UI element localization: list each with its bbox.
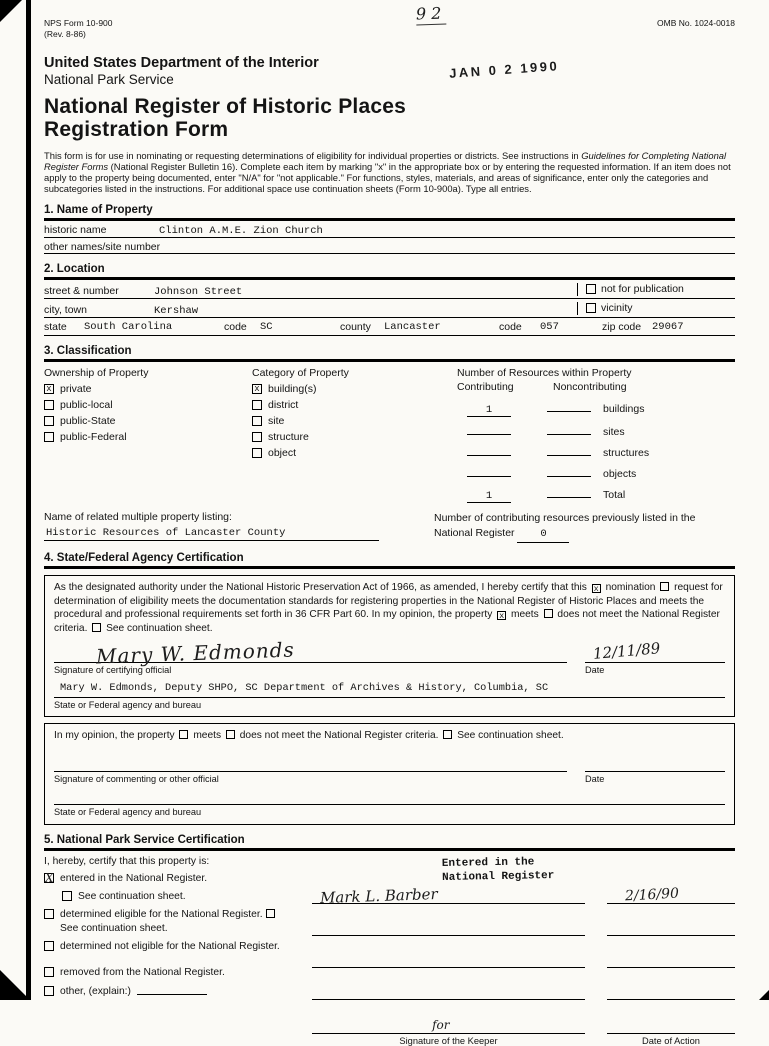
keeper-row-3 [312,950,735,968]
keeper-labels-row [312,1036,735,1046]
keeper-final-signature-line [312,1016,585,1034]
city-value: Kershaw [154,304,199,317]
county-code-label: code [499,320,522,333]
form-title-line1: National Register of Historic Places [44,95,406,119]
vicinity-group [577,302,735,315]
multiple-listing-left [44,511,434,543]
buildings-contributing: 1 [467,404,511,417]
nps-item-entered [44,872,294,885]
public-federal-label: public-Federal [60,430,127,443]
entered-checkbox: X [45,870,54,885]
total-contributing: 1 [467,490,511,503]
determined-not-eligible-checkbox [44,941,54,951]
object-checkbox [252,448,262,458]
commenting-labels-row [54,773,725,785]
resources-row-sites [457,422,735,438]
top-meta [44,3,735,39]
nomination-label: nomination [605,582,656,594]
certifying-official-box [44,575,735,717]
other-explain-line [137,985,207,995]
state-row [44,318,735,336]
nps-certification-body [44,856,735,1046]
commenting-text [54,729,725,742]
category-item-buildings [252,383,457,395]
determined-eligible-text [60,908,294,935]
ownership-item-private [44,383,252,395]
county-value: Lancaster [384,320,441,333]
removed-label: removed from the National Register. [60,967,225,979]
keeper-signature-line-4 [312,982,585,1000]
site-label: site [268,414,285,427]
street-row [44,280,735,299]
structures-contributing [467,443,511,456]
resources-title: Number of Resources within Property [457,366,632,379]
entered-stamp [442,855,555,886]
nps-item-other [44,985,294,998]
handwritten-page-number: 92 [415,3,447,24]
continuation-checkbox [92,623,101,632]
city-row [44,299,735,318]
certifying-date-handwritten: 12/11/89 [592,639,661,664]
determined-eligible-continuation-checkbox [266,909,275,918]
keeper-final-date-line [607,1016,735,1034]
determined-eligible-label: determined eligible for the National Register. [60,909,263,921]
zip-value: 29067 [652,320,684,333]
commenting-signature-label: Signature of commenting or other official [54,774,219,785]
comment-does-not-meet-label: does not meet the National Register criteria. [239,729,439,741]
department-title: United States Department of the Interior [44,55,319,72]
commenting-date-label: Date [585,774,605,785]
form-number-block [44,18,113,39]
category-item-structure [252,431,457,443]
historic-name-label: historic name [44,223,107,236]
historic-name-row [44,221,735,238]
site-checkbox [252,416,262,426]
structures-row-label: structures [603,446,650,459]
total-noncontributing [547,485,591,498]
keeper-signature-handwritten: Mark L. Barber [319,884,438,907]
commenting-agency-label: State or Federal agency and bureau [54,807,202,818]
keeper-date-line-3 [607,950,735,968]
form-title [44,96,735,141]
zip-label: zip code [602,320,642,333]
public-federal-checkbox [44,432,54,442]
received-date-stamp: JAN 0 2 1990 [448,58,560,81]
resources-row-total [457,485,735,503]
ownership-item-public-local [44,399,252,411]
classification-columns [44,367,735,503]
nps-item-removed [44,966,294,979]
sites-contributing [467,422,511,435]
comment-does-not-meet-checkbox [226,730,235,739]
contributing-header: Contributing [457,380,514,393]
entered-stamp-line1: Entered in the [441,855,535,870]
objects-contributing [467,464,511,477]
instructions-text: This form is for use in nominating or requesting determinations of eligibility for individual properties or districts. See instructions in [44,149,582,161]
resources-row-objects [457,464,735,480]
commenting-agency-line [54,793,725,805]
district-checkbox [252,400,262,410]
previously-listed-label: Number of contributing resources previously listed in the National Register [434,511,696,539]
does-not-meet-label: does not meet the National Register criteria. [54,609,720,634]
entered-stamp-line2: National Register [442,869,555,884]
vicinity-checkbox [586,303,596,313]
certifying-signature-label: Signature of certifying official [54,664,172,675]
buildings-checkbox: x [252,384,262,394]
form-title-line2: Registration Form [44,117,229,141]
meets-checkbox: x [499,611,505,622]
form-number: NPS Form 10-900 [44,18,113,28]
not-for-publication-label: not for publication [601,282,684,295]
objects-row-label: objects [603,467,637,480]
determined-eligible-continuation-label: See continuation sheet. [60,922,168,934]
buildings-label: building(s) [268,382,317,395]
certification-text [54,581,725,635]
nomination-checkbox: x [593,584,599,595]
entered-label: entered in the National Register. [60,872,208,884]
keeper-signature-area [294,856,735,1046]
district-label: district [268,398,299,411]
section1-heading: 1. Name of Property [44,202,735,221]
noncontributing-header: Noncontributing [553,380,627,393]
determined-not-eligible-label: determined not eligible for the National Register. [60,941,280,953]
resources-column [457,367,735,503]
instructions-italic-title: Guidelines for Completing National Register Forms [44,149,727,172]
keeper-date-handwritten: 2/16/90 [624,885,680,904]
certifying-signature-row [54,637,725,669]
section2-heading: 2. Location [44,261,735,280]
certifying-signature-line [54,637,567,669]
ownership-item-public-state [44,415,252,427]
structure-label: structure [268,430,309,443]
city-label: city, town [44,303,87,316]
keeper-note-handwritten: for [432,1017,450,1032]
keeper-date-line-4 [607,982,735,1000]
sites-noncontributing [547,422,591,435]
keeper-signature-line-1 [312,884,585,907]
resources-row-structures [457,443,735,459]
commenting-date-line [585,756,725,772]
cert-text-1: As the designated authority under the National Historic Preservation Act of 1966, as amended, I hereby certify that this [54,582,587,594]
form-page [44,3,735,1046]
street-value: Johnson Street [154,285,243,298]
private-checkbox: x [44,384,54,394]
state-code-value: SC [260,320,273,333]
previously-listed-block [434,511,735,543]
ownership-title: Ownership of Property [44,366,149,379]
scan-corner-top-left [0,0,22,22]
other-checkbox [44,986,54,996]
determined-eligible-checkbox [44,909,54,919]
certifying-official-typed-line: Mary W. Edmonds, Deputy SHPO, SC Department of Archives & History, Columbia, SC [54,682,725,698]
removed-checkbox [44,967,54,977]
certifying-signature-handwritten: Mary W. Edmonds [95,637,296,669]
scan-corner-bottom-right [759,990,769,1000]
certifying-agency-label: State or Federal agency and bureau [54,699,202,710]
keeper-date-line-1 [607,886,735,904]
other-names-label: other names/site number [44,240,161,253]
section5-heading: 5. National Park Service Certification [44,832,735,851]
entered-continuation-checkbox [62,891,72,901]
commenting-signature-line [54,756,567,772]
nps-item-entered-continuation [62,890,294,903]
keeper-signature-label: Signature of the Keeper [399,1035,498,1046]
public-local-checkbox [44,400,54,410]
state-label: state [44,320,67,333]
does-not-meet-checkbox [544,609,553,618]
structure-checkbox [252,432,262,442]
request-label: request for determination of eligibility meets the documentation standards for registering properties in the National Register of Historic Places and meets the procedural and professional requirements set forth in 36 CFR Part 60. In my opinion, the property [54,582,723,621]
public-state-label: public-State [60,414,116,427]
not-for-publication-checkbox [586,284,596,294]
keeper-signature-line-3 [312,950,585,968]
vicinity-label: vicinity [601,301,633,314]
ownership-column [44,367,252,503]
comment-meets-checkbox [179,730,188,739]
section3-heading: 3. Classification [44,343,735,362]
public-local-label: public-local [60,398,113,411]
omb-number: OMB No. 1024-0018 [657,18,735,28]
comment-meets-label: meets [193,729,222,741]
continuation-label: See continuation sheet. [106,622,213,634]
certifying-date-label: Date [585,664,605,675]
comment-continuation-label: See continuation sheet. [457,729,564,741]
public-state-checkbox [44,416,54,426]
multiple-listing-value: Historic Resources of Lancaster County [44,525,379,541]
keeper-row-5 [312,1016,735,1034]
comment-text-1: In my opinion, the property [54,729,175,741]
category-title: Category of Property [252,366,349,379]
section4-heading: 4. State/Federal Agency Certification [44,550,735,569]
state-value: South Carolina [84,320,173,333]
previously-listed-value: 0 [517,527,569,543]
comment-continuation-checkbox [443,730,452,739]
nps-item-determined-eligible [44,908,294,935]
form-revision: (Rev. 8-86) [44,28,86,39]
keeper-row-4 [312,982,735,1000]
category-item-object [252,447,457,459]
resources-row-buildings [457,399,735,417]
category-item-site [252,415,457,427]
objects-noncontributing [547,464,591,477]
service-title: National Park Service [44,72,174,88]
total-row-label: Total [603,488,626,501]
object-label: object [268,446,297,459]
keeper-signature-line-2 [312,918,585,936]
instructions-paragraph [44,150,735,195]
date-of-action-label: Date of Action [642,1035,700,1046]
resources-header [457,381,735,394]
street-label: street & number [44,284,119,297]
commenting-official-box [44,723,735,825]
other-names-row [44,238,735,254]
nps-checkbox-list [44,856,294,1046]
multiple-listing-block [44,511,735,543]
private-label: private [60,382,92,395]
structures-noncontributing [547,443,591,456]
meets-label: meets [510,609,539,621]
scan-edge-artifact [26,0,31,1000]
other-label: other, (explain:) [60,985,131,997]
buildings-row-label: buildings [603,402,645,415]
keeper-date-line-2 [607,918,735,936]
state-code-label: code [224,320,247,333]
multiple-listing-label: Name of related multiple property listing: [44,510,232,523]
nps-item-determined-not-eligible [44,940,294,953]
keeper-row-2 [312,918,735,936]
buildings-noncontributing [547,399,591,412]
historic-name-value: Clinton A.M.E. Zion Church [159,224,323,237]
category-column [252,367,457,503]
sites-row-label: sites [603,425,625,438]
ownership-item-public-federal [44,431,252,443]
category-item-district [252,399,457,411]
county-label: county [340,320,371,333]
commenting-signature-row [54,756,725,772]
keeper-row-1 [312,884,735,907]
entered-continuation-label: See continuation sheet. [78,890,186,902]
county-code-value: 057 [540,320,559,333]
scan-corner-bottom-left [0,970,30,1000]
not-for-publication-group [577,283,735,296]
certifying-date-line [585,639,725,663]
nps-intro: I, hereby, certify that this property is: [44,855,210,867]
instructions-text-cont: (National Register Bulletin 16). Complete each item by marking "x" in the appropriate box or by entering the requested information. If an item does not apply to the property being documented, enter "N/A" for "not applicable." For functions, styles, materials, and areas of significance, enter only the categories and subcategories listed in the instructions. For additional space use continuation sheets (Form 10-900a). Type all entries. [44,160,731,195]
request-checkbox [660,582,669,591]
